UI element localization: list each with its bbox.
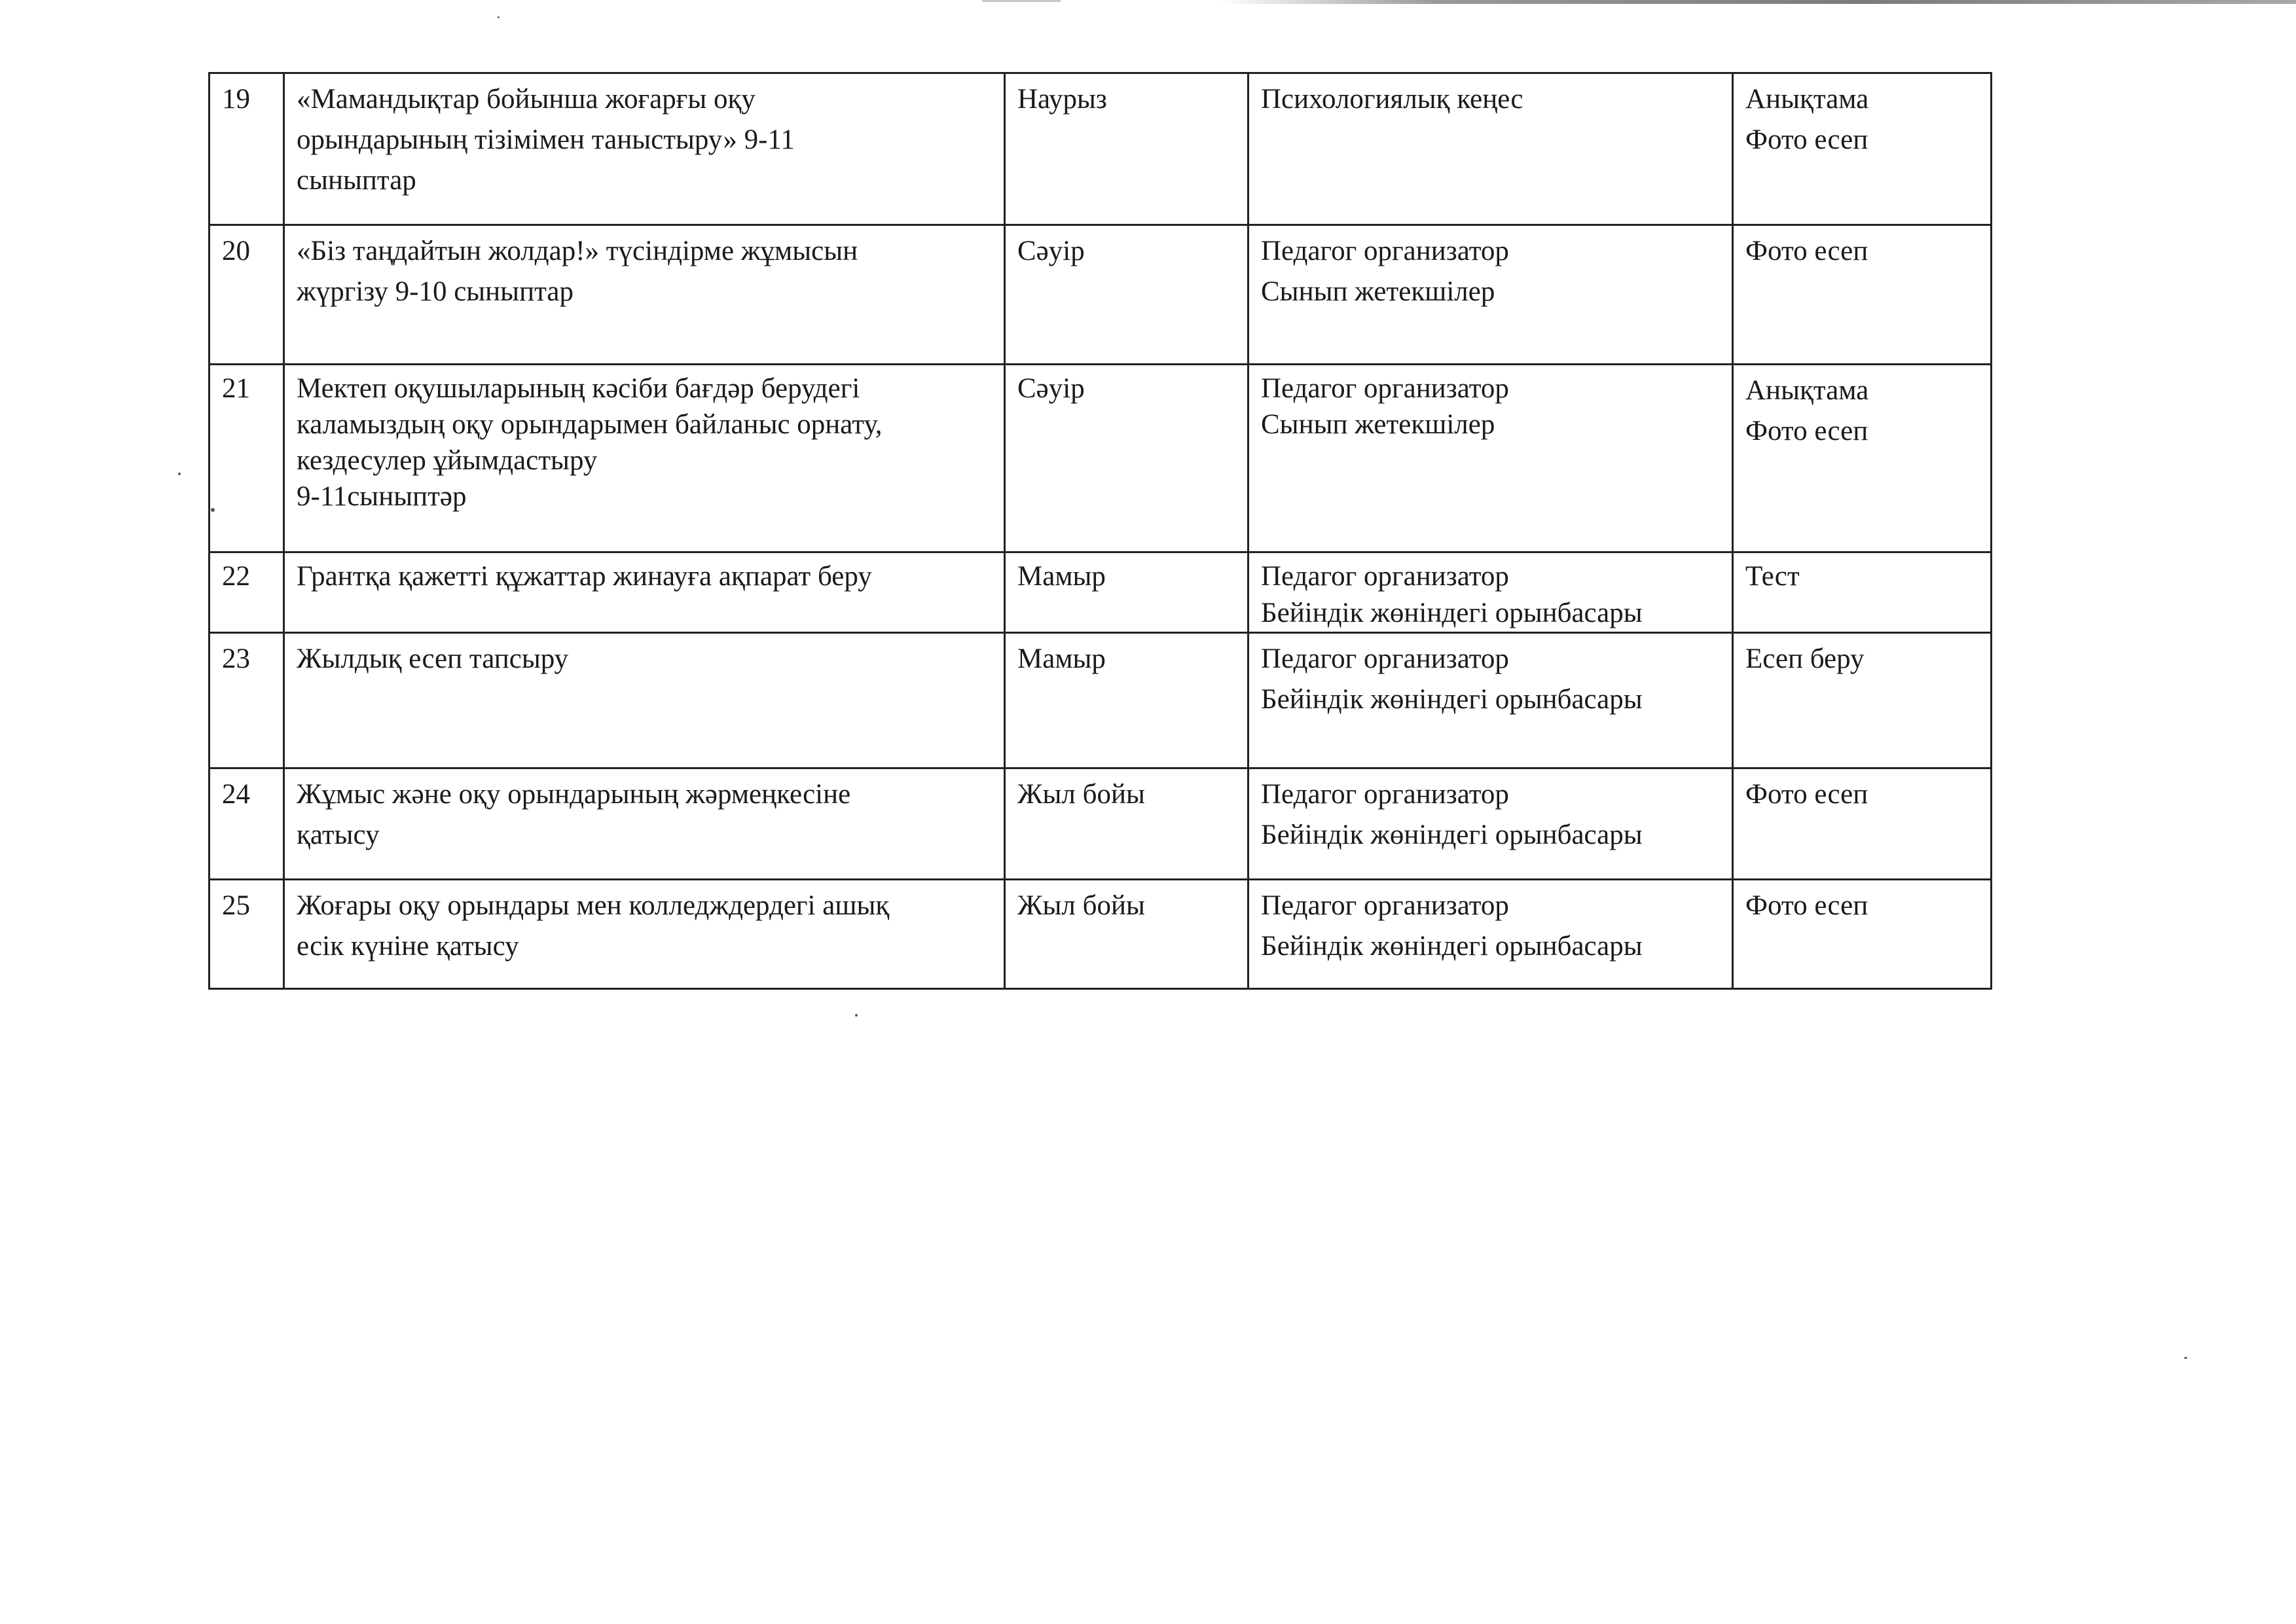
- month-cell: [1005, 552, 1248, 633]
- result-cell: [1733, 633, 1992, 768]
- row-number: 25: [222, 890, 250, 921]
- result-cell: [1733, 768, 1992, 880]
- scan-speck: [2184, 1357, 2187, 1359]
- row-number: 23: [222, 643, 250, 674]
- event-line: каламыздың оқу орындарымен байланыс орнату,: [297, 409, 883, 440]
- responsible-cell: [1248, 73, 1733, 225]
- responsible-line: Педагог организатор: [1261, 561, 1509, 592]
- row-number-cell: [210, 768, 284, 880]
- result-line: Есеп беру: [1745, 643, 1865, 674]
- event-line: есік күніне қатысу: [297, 931, 519, 962]
- month-cell: [1005, 225, 1248, 365]
- month: Сәуір: [1017, 236, 1085, 266]
- responsible-line: Педагог организатор: [1261, 643, 1509, 674]
- result-line: Тест: [1745, 561, 1800, 592]
- responsible-line: Бейіндік жөніндегі орынбасары: [1261, 820, 1643, 850]
- responsible-line: Педагог организатор: [1261, 890, 1509, 921]
- event-line: «Мамандықтар бойынша жоғарғы оқу: [297, 84, 756, 115]
- event-line: Жылдық есеп тапсыру: [297, 643, 569, 674]
- event-line: 9-11сыныптәр: [297, 481, 467, 512]
- responsible-line: Бейіндік жөніндегі орынбасары: [1261, 684, 1643, 715]
- result-cell: [1733, 225, 1992, 365]
- month-cell: [1005, 880, 1248, 989]
- event-line: қатысу: [297, 820, 380, 850]
- event-line: Мектеп оқушыларының кәсіби бағдәр берудегі: [297, 373, 860, 404]
- scan-edge-artifact: [982, 0, 1061, 2]
- table-row: [210, 880, 1992, 989]
- event-line: орындарының тізімімен таныстыру» 9-11: [297, 124, 795, 155]
- row-number: 24: [222, 779, 250, 810]
- row-number-cell: [210, 225, 284, 365]
- event-line: Жоғары оқу орындары мен колледждердегі ашық: [297, 890, 890, 921]
- row-number-cell: [210, 552, 284, 633]
- result-line: Анықтама: [1745, 375, 1869, 406]
- row-number: 21: [222, 373, 250, 404]
- responsible-line: Педагог организатор: [1261, 236, 1509, 266]
- month: Жыл бойы: [1017, 890, 1145, 921]
- row-number-cell: [210, 633, 284, 768]
- result-cell: [1733, 880, 1992, 989]
- responsible-line: Бейіндік жөніндегі орынбасары: [1261, 598, 1643, 628]
- result-cell: [1733, 552, 1992, 633]
- row-number-cell: [210, 880, 284, 989]
- row-number-cell: [210, 73, 284, 225]
- event-cell: [284, 633, 1005, 768]
- scan-edge-artifact: [1218, 0, 2296, 4]
- responsible-cell: [1248, 225, 1733, 365]
- responsible-line: Психологиялық кеңес: [1261, 84, 1523, 115]
- month-cell: [1005, 73, 1248, 225]
- result-cell: [1733, 73, 1992, 225]
- row-number-cell: [210, 365, 284, 552]
- month: Сәуір: [1017, 373, 1085, 404]
- event-cell: [284, 880, 1005, 989]
- result-cell: [1733, 365, 1992, 552]
- event-line: Жұмыс және оқу орындарының жәрмеңкесіне: [297, 779, 851, 810]
- event-cell: [284, 552, 1005, 633]
- scan-speck: [855, 1014, 858, 1017]
- row-number: 19: [222, 84, 250, 115]
- event-line: жүргізу 9-10 сыныптар: [297, 276, 574, 307]
- table-row: [210, 365, 1992, 552]
- result-line: Анықтама: [1745, 84, 1869, 115]
- event-cell: [284, 225, 1005, 365]
- month-cell: [1005, 768, 1248, 880]
- event-line: Грантқа қажетті құжаттар жинауға ақпарат беру: [297, 561, 872, 592]
- responsible-cell: [1248, 633, 1733, 768]
- month: Жыл бойы: [1017, 779, 1145, 810]
- scan-speck: [178, 473, 181, 475]
- responsible-cell: [1248, 768, 1733, 880]
- event-line: кездесулер ұйымдастыру: [297, 445, 598, 476]
- month-cell: [1005, 365, 1248, 552]
- event-cell: [284, 73, 1005, 225]
- table-row: [210, 73, 1992, 225]
- responsible-line: Сынып жетекшілер: [1261, 276, 1495, 307]
- responsible-line: Педагог организатор: [1261, 779, 1509, 810]
- responsible-cell: [1248, 552, 1733, 633]
- month: Мамыр: [1017, 643, 1106, 674]
- table-row: [210, 225, 1992, 365]
- result-line: Фото есеп: [1745, 779, 1868, 810]
- event-cell: [284, 365, 1005, 552]
- month: Мамыр: [1017, 561, 1106, 592]
- result-line: Фото есеп: [1745, 890, 1868, 921]
- table-row: [210, 768, 1992, 880]
- responsible-line: Сынып жетекшілер: [1261, 409, 1495, 440]
- event-cell: [284, 768, 1005, 880]
- responsible-cell: [1248, 365, 1733, 552]
- career-guidance-plan-table: [208, 72, 1992, 990]
- responsible-line: Педагог организатор: [1261, 373, 1509, 404]
- result-line: Фото есеп: [1745, 416, 1868, 446]
- event-line: «Біз таңдайтын жолдар!» түсіндірме жұмысын: [297, 236, 858, 266]
- event-line: сыныптар: [297, 165, 416, 196]
- scan-speck: [211, 508, 215, 512]
- scan-speck: [498, 16, 500, 18]
- table-row: [210, 552, 1992, 633]
- result-line: Фото есеп: [1745, 124, 1868, 155]
- month-cell: [1005, 633, 1248, 768]
- month: Наурыз: [1017, 84, 1107, 115]
- responsible-cell: [1248, 880, 1733, 989]
- result-line: Фото есеп: [1745, 236, 1868, 266]
- row-number: 20: [222, 236, 250, 266]
- row-number: 22: [222, 561, 250, 592]
- responsible-line: Бейіндік жөніндегі орынбасары: [1261, 931, 1643, 962]
- table-row: [210, 633, 1992, 768]
